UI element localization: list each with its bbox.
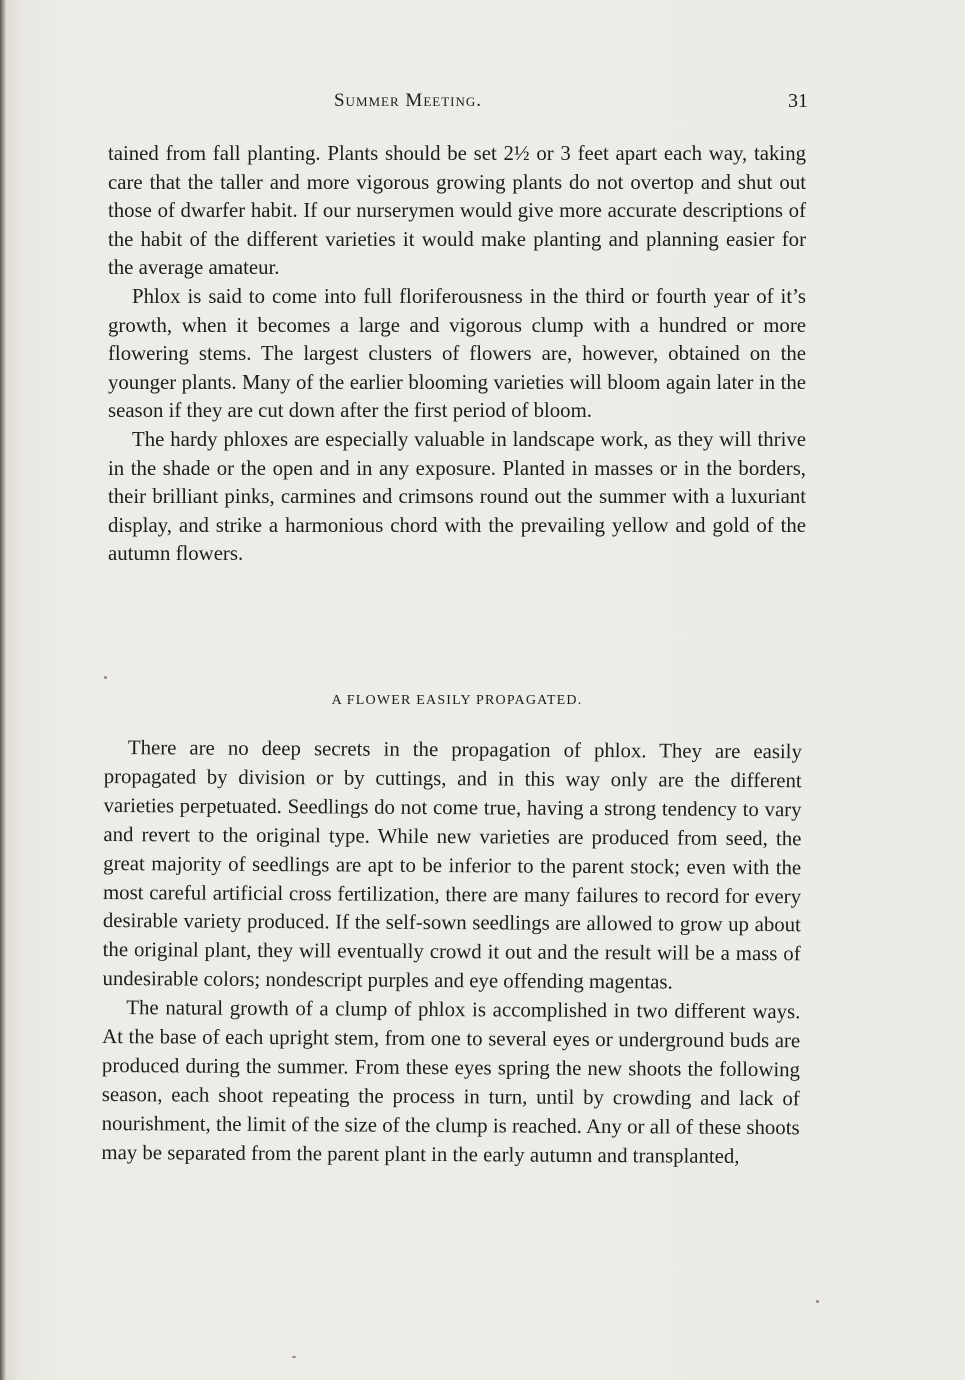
paper-speck [292, 1356, 296, 1358]
paper-speck [816, 1300, 819, 1303]
paragraph: The hardy phloxes are especially valuable in landscape work, as they will thrive in the shade or the open and in any exposure. Planted in masses or in the borders, their brilliant pinks, carmines and crimsons round out the summer with a luxuriant display, and strike a harmonious chord with the prevailing yellow and gold of the autumn flowers. [108, 427, 806, 566]
running-head [108, 90, 808, 120]
paragraph: tained from fall planting. Plants should be set 2½ or 3 feet apart each way, taking care that the taller and more vigorous growing plants do not overtop and shut out those of dwarfer habit. If our nurserymen would give more accurate descriptions of the habit of the different varieties it would make planting and planning easier for the average amateur. [108, 142, 806, 280]
body-text-bottom [101, 734, 802, 1172]
paragraph: The natural growth of a clump of phlox is accomplished in two different ways. At the base of each upright stem, from one to several eyes or underground buds are produced during the summer. From these eyes spring the new shoots the following season, each shoot repeating the process in turn, until by crowding and lack of nourishment, the limit of the size of the clump is reached. Any or all of these shoots may be separated from the parent plant in the early autumn and transplanted, [101, 996, 801, 1168]
running-title: Summer Meeting. [333, 90, 482, 111]
paragraph: There are no deep secrets in the propagation of phlox. They are easily propagated by division or by cuttings, and in this way only are the different varieties perpetuated. Seedlings do not come true, having a strong tendency to vary and revert to the original type. While new varieties are produced from seed, the great majority of seedlings are apt to be inferior to the parent stock; even with the most careful artificial cross fertilization, there are many failures to record for every desirable variety produced. If the self-sown seedlings are allowed to grow up about the original plant, they will eventually crowd it out and the result will be a mass of undesirable colors; nondescript purples and eye offending magentas. [102, 736, 802, 994]
section-heading: A FLOWER EASILY PROPAGATED. [331, 693, 583, 708]
page-number: 31 [788, 90, 808, 112]
page-binding-edge [0, 0, 6, 1380]
paragraph: Phlox is said to come into full floriferousness in the third or fourth year of it’s growth, when it becomes a large and vigorous clump with a hundred or more flowering stems. The largest clusters of flowers are, however, obtained on the younger plants. Many of the earlier blooming varieties will bloom again later in the season if they are cut down after the first period of bloom. [108, 284, 806, 423]
paper-speck [104, 676, 107, 679]
body-text-top [108, 140, 806, 569]
